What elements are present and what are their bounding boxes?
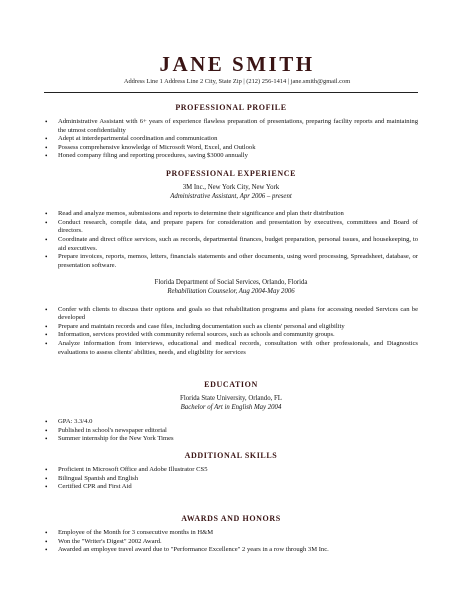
list-item: • Published in school's newspaper editorial	[44, 427, 418, 436]
list-item: • Administrative Assistant with 6+ years of experience flawless preparation of presentations, preparing facility reports and maintaining the utmost confidentiality	[44, 118, 418, 135]
list-item: • Summer internship for the New York Times	[44, 435, 418, 444]
job-role: Administrative Assistant, Apr 2006 – present	[170, 192, 292, 200]
school-name: Florida State University, Orlando, FL	[180, 395, 282, 402]
job-organization: 3M Inc., New York City, New York	[182, 184, 280, 191]
skills-heading: ADDITIONAL SKILLS	[184, 451, 278, 460]
profile-list	[44, 118, 418, 161]
skills-list	[44, 466, 418, 492]
list-item: • GPA: 3.3/4.0	[44, 418, 418, 427]
spacer	[44, 270, 418, 279]
list-item: • Conduct research, compile data, and prepare papers for consideration and presentation by executives, committees and Board of directors.	[44, 219, 418, 236]
header-divider	[44, 92, 418, 93]
list-item: • Analyze information from interviews, educational and medical records, consultation with other professionals, and Diagnostics evaluations to assess clients' abilities, needs, and eligibility for services	[44, 340, 418, 357]
job-role: Rehabilitation Counselor, Aug 2004-May 2006	[167, 287, 295, 295]
list-item: • Employee of the Month for 3 consecutive months in H&M	[44, 529, 418, 538]
awards-heading: AWARDS AND HONORS	[181, 514, 281, 523]
list-item: • Certified CPR and First Aid	[44, 483, 418, 492]
awards-list	[44, 529, 418, 555]
degree: Bachelor of Art in English May 2004	[180, 403, 282, 411]
list-item: • Prepare and maintain records and case files, including documentation such as clients' personal and eligibility	[44, 323, 418, 332]
education-heading: EDUCATION	[204, 380, 258, 389]
skills-section	[44, 451, 418, 492]
list-item: • Honed company filing and reporting procedures, saving $3000 annually	[44, 152, 418, 161]
awards-section	[44, 514, 418, 555]
job-duties-list	[44, 306, 418, 358]
list-item: • Information, services provided with community referral sources, such as schools and community groups.	[44, 331, 418, 340]
profile-heading: PROFESSIONAL PROFILE	[175, 103, 287, 112]
experience-heading: PROFESSIONAL EXPERIENCE	[165, 169, 297, 178]
candidate-name: JANE SMITH	[159, 52, 315, 76]
experience-section	[44, 169, 418, 357]
education-entry	[44, 395, 418, 412]
list-item: • Possess comprehensive knowledge of Microsoft Word, Excel, and Outlook	[44, 144, 418, 153]
spacer	[44, 201, 418, 210]
job-organization: Florida Department of Social Services, Orlando, Florida	[154, 279, 308, 287]
education-section	[44, 380, 418, 444]
job-entry	[44, 184, 418, 201]
list-item: • Prepare invoices, reports, memos, letters, financials statements and other documents, using word processing, Spreadsheet, database, or presentation software.	[44, 253, 418, 270]
list-item: • Read and analyze memos, submissions and reports to determine their significance and plan their distribution	[44, 210, 418, 219]
profile-section	[44, 103, 418, 161]
list-item: • Proficient in Microsoft Office and Adobe Illustrator CS5	[44, 466, 418, 475]
job-duties-list	[44, 210, 418, 270]
list-item: • Awarded an employee travel award due to "Performance Excellence" 2 years in a row through 3M Inc.	[44, 546, 418, 555]
list-item: • Coordinate and direct office services, such as records, departmental finances, budget preparation, personal issues, and housekeeping, to aid executives.	[44, 236, 418, 253]
list-item: • Bilingual Spanish and English	[44, 475, 418, 484]
list-item: • Adept at interdepartmental coordination and communication	[44, 135, 418, 144]
list-item: • Confer with clients to discuss their options and goals so that rehabilitation programs and plans for accessing needed Services can be developed	[44, 306, 418, 323]
education-list	[44, 418, 418, 444]
job-entry	[44, 279, 418, 296]
spacer	[44, 297, 418, 306]
list-item: • Won the "Writer's Digest" 2002 Award.	[44, 538, 418, 547]
contact-line: Address Line 1 Address Line 2 City, State Zip | (212) 256-1414 | jane.smith@gmail.com	[123, 78, 351, 85]
